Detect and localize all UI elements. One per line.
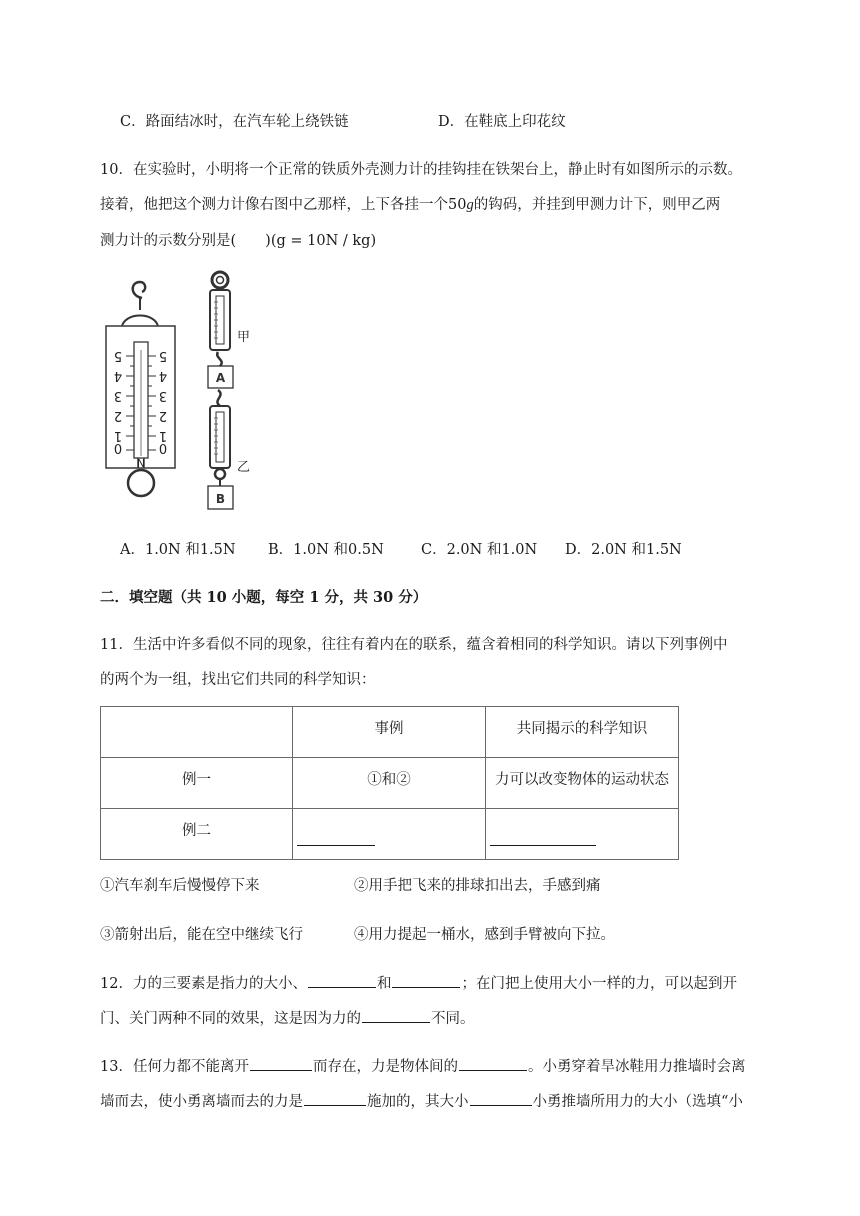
table-cell: 力可以改变物体的运动状态 [486, 758, 679, 809]
q11-line2: 的两个为一组，找出它们共同的科学知识： [100, 672, 376, 688]
answer-blank[interactable] [250, 1056, 312, 1071]
table-cell: 例二 [101, 809, 293, 860]
q10-line2: 接着，他把这个测力计像右图中乙那样，上下各挂一个50g的钩码，并挂到甲测力计下，则甲乙两 [100, 197, 721, 213]
answer-blank[interactable] [362, 1008, 430, 1023]
q12-line2: 门、关门两种不同的效果，这是因为力的 不同。 [100, 1007, 475, 1028]
table-header-cell [101, 707, 293, 758]
svg-text:B: B [215, 492, 226, 506]
svg-text:3: 3 [113, 388, 123, 403]
q12-line1: 12．力的三要素是指力的大小、 和 ；在门把上使用大小一样的力，可以起到开 [100, 972, 737, 993]
q10-option-d: D．2.0N 和1.5N [565, 542, 682, 558]
svg-text:1: 1 [113, 428, 123, 443]
svg-text:A: A [215, 371, 226, 385]
q11-item-3: ③箭射出后，能在空中继续飞行 [100, 927, 303, 943]
answer-blank[interactable] [459, 1056, 527, 1071]
q9-option-c: C．路面结冰时，在汽车轮上绕铁链 [120, 114, 349, 130]
scale-jia [210, 272, 230, 366]
q11-item-2: ②用手把飞来的排球扣出去，手感到痛 [354, 878, 601, 894]
section-heading: 二．填空题（共 10 小题，每空 1 分，共 30 分） [100, 589, 428, 606]
table-header-cell: 事例 [293, 707, 486, 758]
table-cell: 例一 [101, 758, 293, 809]
table-header-cell: 共同揭示的科学知识 [486, 707, 679, 758]
table-row [101, 809, 679, 860]
examples-table [100, 706, 679, 860]
answer-paren: ( ) [230, 233, 271, 249]
q10-line3: 测力计的示数分别是( )(g = 10N / kg) [100, 233, 377, 249]
answer-blank-cell[interactable] [293, 809, 486, 860]
q11-item-1: ①汽车刹车后慢慢停下来 [100, 878, 260, 894]
table-row [101, 758, 679, 809]
q11-item-4: ④用力提起一桶水，感到手臂被向下拉。 [354, 927, 615, 943]
svg-text:4: 4 [158, 368, 168, 383]
spring-scale-figure [100, 268, 260, 516]
svg-text:4: 4 [113, 368, 123, 383]
table-header-row [101, 707, 679, 758]
answer-blank[interactable] [308, 973, 376, 988]
q13-line1: 13．任何力都不能离开 而存在，力是物体间的 。小勇穿着旱冰鞋用力推墙时会离 [100, 1055, 745, 1076]
q10-option-b: B．1.0N 和0.5N [268, 542, 384, 558]
q13-line2: 墙而去，使小勇离墙而去的力是 施加的，其大小 小勇推墙所用力的大小（选填“小 [100, 1090, 743, 1111]
svg-text:N: N [136, 457, 146, 470]
svg-text:5: 5 [158, 348, 168, 363]
svg-text:2: 2 [158, 408, 168, 423]
gravity-constant: (g = 10N / kg) [270, 233, 377, 249]
answer-blank-cell[interactable] [486, 809, 679, 860]
answer-blank[interactable] [392, 973, 460, 988]
answer-blank[interactable] [470, 1091, 532, 1106]
q9-option-d: D．在鞋底上印花纹 [438, 114, 566, 130]
q10-option-a: A．1.0N 和1.5N [120, 542, 236, 558]
svg-text:0: 0 [113, 443, 123, 458]
svg-text:5: 5 [113, 348, 123, 363]
svg-text:3: 3 [158, 388, 168, 403]
svg-text:0: 0 [158, 443, 168, 458]
q10-option-c: C．2.0N 和1.0N [421, 542, 538, 558]
table-cell: ①和② [293, 758, 486, 809]
scale-yi [210, 390, 230, 486]
q10-line1: 10．在实验时，小明将一个正常的铁质外壳测力计的挂钩挂在铁架台上，静止时有如图所示的示数。 [100, 162, 742, 178]
answer-blank[interactable] [304, 1091, 366, 1106]
label-yi: 乙 [237, 460, 251, 475]
svg-text:1: 1 [158, 428, 168, 443]
q11-line1: 11．生活中许多看似不同的现象，往往有着内在的联系，蕴含着相同的科学知识。请以下列事例中 [100, 637, 728, 653]
label-jia: 甲 [237, 330, 251, 345]
svg-text:2: 2 [113, 408, 123, 423]
